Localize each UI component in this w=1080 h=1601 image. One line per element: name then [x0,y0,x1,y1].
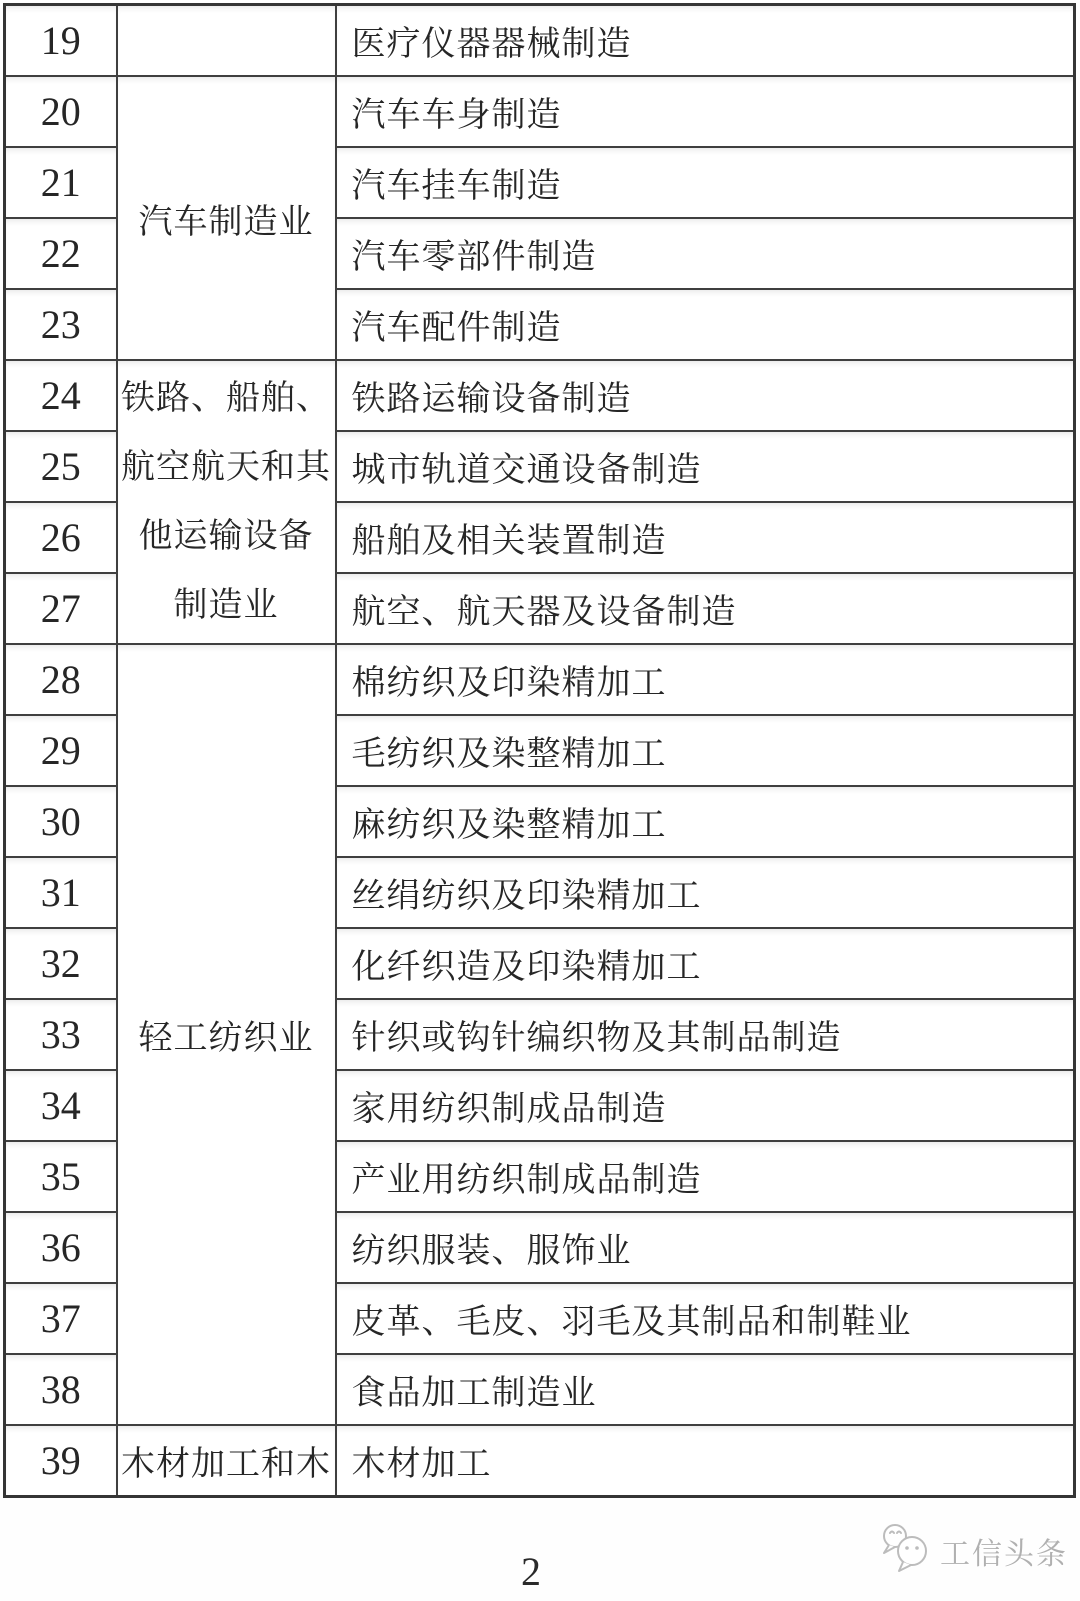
table-row [5,1425,1075,1497]
row-number: 26 [5,502,117,573]
watermark [880,1522,1068,1579]
row-number: 30 [5,786,117,857]
category-line: 他运输设备 [138,518,314,555]
industry-item: 化纤织造及印染精加工 [336,928,1075,999]
row-number: 33 [5,999,117,1070]
row-number: 25 [5,431,117,502]
industry-item: 汽车车身制造 [336,76,1075,147]
table-row [5,5,1075,77]
category-line: 铁路、船舶、 [121,380,331,417]
industry-item: 航空、航天器及设备制造 [336,573,1075,644]
industry-item: 家用纺织制成品制造 [336,1070,1075,1141]
table-row [5,644,1075,715]
category-cell-rail [117,360,336,644]
category-cell-wood: 木材加工和木 [117,1425,336,1497]
row-number: 31 [5,857,117,928]
industry-item: 汽车挂车制造 [336,147,1075,218]
category-cell-textile: 轻工纺织业 [117,644,336,1425]
industry-item: 医疗仪器器械制造 [336,5,1075,77]
industry-item: 汽车零部件制造 [336,218,1075,289]
row-number: 32 [5,928,117,999]
industry-item: 食品加工制造业 [336,1354,1075,1425]
table-row [5,76,1075,147]
row-number: 24 [5,360,117,431]
row-number: 27 [5,573,117,644]
row-number: 38 [5,1354,117,1425]
industry-item: 船舶及相关装置制造 [336,502,1075,573]
category-line: 航空航天和其 [121,449,331,486]
category-cell-empty [117,5,336,77]
row-number: 20 [5,76,117,147]
row-number: 36 [5,1212,117,1283]
industry-table [3,3,1076,1498]
row-number: 22 [5,218,117,289]
row-number: 35 [5,1141,117,1212]
row-number: 39 [5,1425,117,1497]
row-number: 23 [5,289,117,360]
industry-item: 纺织服装、服饰业 [336,1212,1075,1283]
category-cell-auto: 汽车制造业 [117,76,336,360]
industry-item: 产业用纺织制成品制造 [336,1141,1075,1212]
row-number: 19 [5,5,117,77]
industry-item: 丝绢纺织及印染精加工 [336,857,1075,928]
industry-item: 汽车配件制造 [336,289,1075,360]
industry-item: 麻纺织及染整精加工 [336,786,1075,857]
industry-item: 棉纺织及印染精加工 [336,644,1075,715]
row-number: 28 [5,644,117,715]
page-number: 2 [521,1549,541,1594]
category-line: 制造业 [173,587,279,624]
industry-item: 木材加工 [336,1425,1075,1497]
watermark-text: 工信头条 [940,1537,1068,1571]
industry-item: 毛纺织及染整精加工 [336,715,1075,786]
wechat-bubbles-icon [880,1522,932,1579]
industry-item: 城市轨道交通设备制造 [336,431,1075,502]
table-row [5,360,1075,431]
row-number: 21 [5,147,117,218]
row-number: 37 [5,1283,117,1354]
row-number: 29 [5,715,117,786]
industry-item: 铁路运输设备制造 [336,360,1075,431]
industry-item: 针织或钩针编织物及其制品制造 [336,999,1075,1070]
industry-item: 皮革、毛皮、羽毛及其制品和制鞋业 [336,1283,1075,1354]
row-number: 34 [5,1070,117,1141]
